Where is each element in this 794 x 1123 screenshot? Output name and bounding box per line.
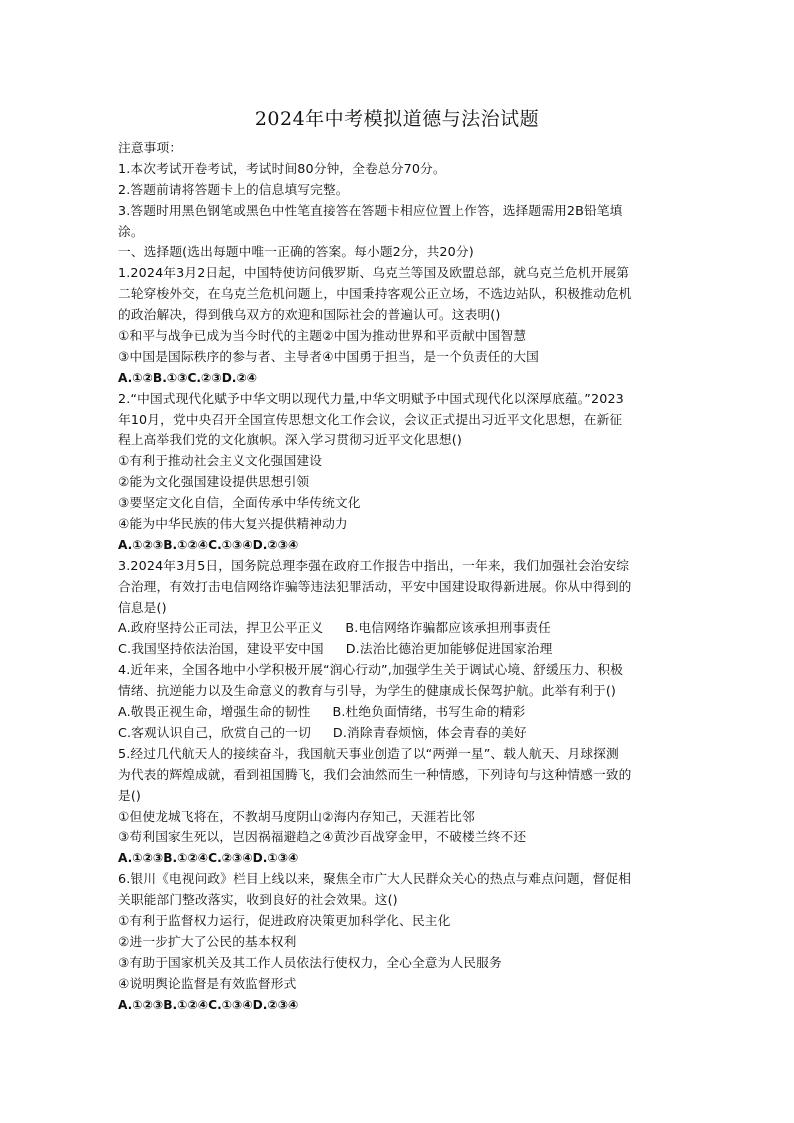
question-6-stem: 6.银川《电视问政》栏目上线以来，聚焦全市广大人民群众关心的热点与难点问题，督促相: [118, 871, 632, 887]
question-3-stem: 信息是(): [118, 599, 167, 615]
question-3-option-row: [118, 618, 676, 639]
question-2-item: ①有利于推动社会主义文化强国建设: [118, 453, 323, 469]
question-5-stem: 为代表的辉煌成就，看到祖国腾飞，我们会油然而生一种情感，下列诗句与这种情感一致的: [118, 766, 632, 782]
question-2-item: ②能为文化强国建设提供思想引领: [118, 474, 310, 490]
note-item: 2.答题前请将答题卡上的信息填写完整。: [118, 181, 349, 197]
question-5-stem: 5.经过几代航天人的接续奋斗，我国航天事业创造了以“两弹一星”、载人航天、月球探测: [118, 745, 619, 761]
question-5-item: ③苟利国家生死以，岂因祸福避趋之④黄沙百战穿金甲，不破楼兰终不还: [118, 829, 527, 845]
question-2-item: ③要坚定文化自信，全面传承中华传统文化: [118, 495, 361, 511]
question-5-answers: A.①②③B.①②④C.②③④D.①③④: [118, 851, 299, 866]
question-6-stem: 关职能部门整改落实，收到良好的社会效果。这(): [118, 892, 398, 908]
question-3-stem: 合治理，有效打击电信网络诈骗等违法犯罪活动，平安中国建设取得新进展。你从中得到的: [118, 578, 632, 594]
section-heading: 一、选择题(选出每题中唯一正确的答案。每小题2分，共20分): [118, 244, 474, 260]
question-1-item: ③中国是国际秩序的参与者、主导者④中国勇于担当，是一个负责任的大国: [118, 348, 540, 364]
question-4-option-row: [118, 723, 676, 744]
question-5-stem: 是(): [118, 787, 142, 803]
question-1-stem: 的政治解决，得到俄乌双方的欢迎和国际社会的普遍认可。这表明(): [118, 307, 501, 323]
option-a: A.政府坚持公正司法，捍卫公平正义: [118, 620, 324, 636]
question-6-answers: A.①②③B.①②④C.①③④D.②③④: [118, 997, 299, 1012]
question-1-answers: A.①②B.①③C.②③D.②④: [118, 370, 258, 385]
question-1-stem: 二轮穿梭外交，在乌克兰危机问题上，中国秉持客观公正立场，不选边站队，积极推动危机: [118, 286, 632, 302]
question-6-item: ③有助于国家机关及其工作人员依法行使权力，全心全意为人民服务: [118, 954, 502, 970]
question-2-answers: A.①②③B.①②④C.①③④D.②③④: [118, 537, 299, 552]
question-4-stem: 情绪、抗逆能力以及生命意义的教育与引导，为学生的健康成长保驾护航。此举有利于(): [118, 683, 617, 699]
page-title: 2024年中考模拟道德与法治试题: [254, 108, 540, 130]
question-2-stem: 程上高举我们党的文化旗帜。深入学习贯彻习近平文化思想(): [118, 432, 462, 448]
question-1-item: ①和平与战争已成为当今时代的主题②中国为推动世界和平贡献中国智慧: [118, 328, 527, 344]
question-6-item: ②进一步扩大了公民的基本权利: [118, 933, 297, 949]
question-2-item: ④能为中华民族的伟大复兴提供精神动力: [118, 516, 348, 532]
question-2-stem: 年10月，党中央召开全国宣传思想文化工作会议，会议正式提出习近平文化思想，在新征: [118, 411, 623, 427]
note-item: 涂。: [118, 223, 144, 239]
notes-heading: 注意事项：: [118, 140, 183, 155]
option-c: C.我国坚持依法治国，建设平安中国: [118, 641, 324, 657]
option-d: D.法治比德治更加能够促进国家治理: [345, 641, 553, 657]
question-3-stem: 3.2024年3月5日，国务院总理李强在政府工作报告中指出，一年来，我们加强社会治安综: [118, 557, 630, 573]
question-2-stem: 2.“中国式现代化赋予中华文明以现代力量,中华文明赋予中国式现代化以深厚底蕴。”2023: [118, 390, 624, 406]
note-item: 3.答题时用黑色钢笔或黑色中性笔直接答在答题卡相应位置上作答，选择题需用2B铅笔填: [118, 202, 623, 218]
question-6-item: ①有利于监督权力运行，促进政府决策更加科学化、民主化: [118, 912, 451, 928]
option-b: B.电信网络诈骗都应该承担刑事责任: [345, 620, 551, 636]
option-d: D.消除青春烦恼，体会青春的美好: [332, 724, 527, 740]
question-1-stem: 1.2024年3月2日起，中国特使访问俄罗斯、乌克兰等国及欧盟总部，就乌克兰危机开展第: [118, 265, 630, 281]
option-a: A.敬畏正视生命，增强生命的韧性: [118, 704, 311, 720]
question-6-item: ④说明舆论监督是有效监督形式: [118, 975, 297, 991]
question-4-option-row: [118, 702, 676, 723]
exam-body: [118, 138, 676, 1015]
question-5-item: ①但使龙城飞将在，不教胡马度阴山②海内存知己，天涯若比邻: [118, 808, 475, 824]
note-item: 1.本次考试开卷考试，考试时间80分钟，全卷总分70分。: [118, 160, 446, 176]
option-b: B.杜绝负面情绪，书写生命的精彩: [332, 704, 526, 720]
question-3-option-row: [118, 639, 676, 660]
question-4-stem: 4.近年来，全国各地中小学积极开展“润心行动”,加强学生关于调试心境、舒缓压力、积极: [118, 662, 624, 678]
option-c: C.客观认识自己，欣赏自己的一切: [118, 724, 311, 740]
